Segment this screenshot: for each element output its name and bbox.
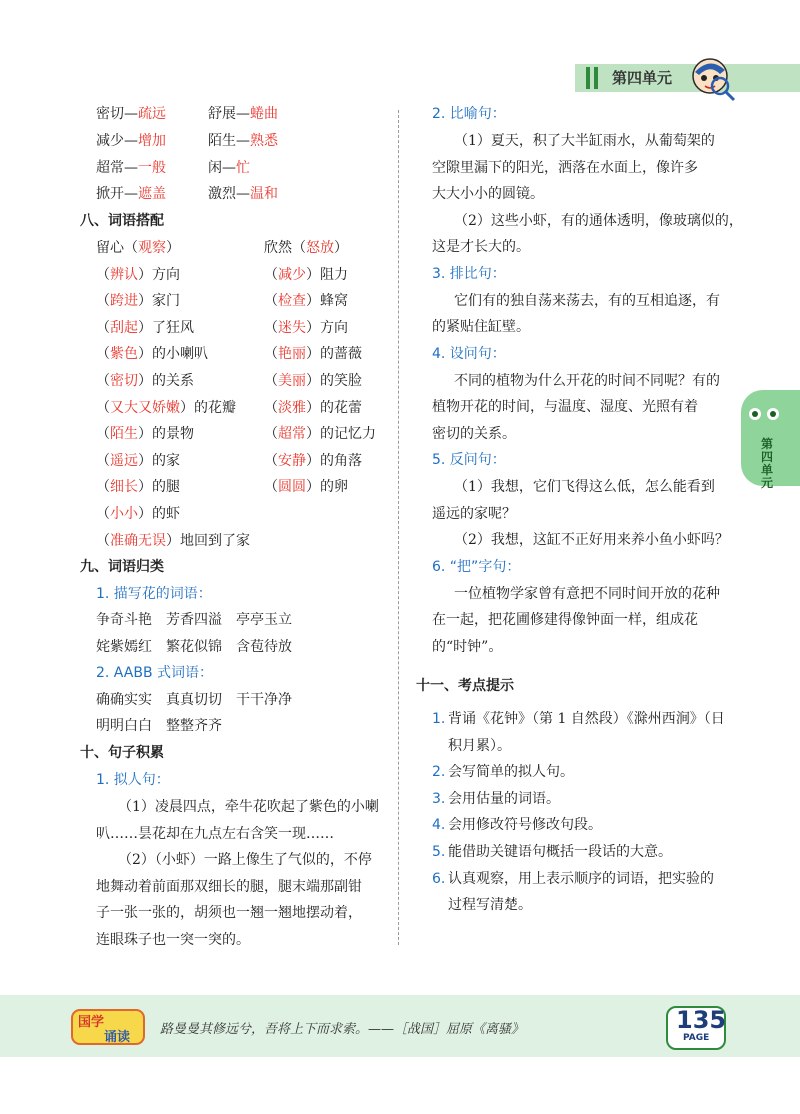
collocation-item: （检查）蜂窝	[264, 293, 348, 309]
collocation-item: （淡雅）的花蕾	[264, 400, 362, 416]
sentence-line: （1）我想，它们飞得这么低，怎么能看到	[454, 479, 715, 495]
exam-point: 1. 背诵《花钟》（第 1 自然段）《滁州西涧》（日	[432, 711, 725, 727]
sentence-line: 密切的关系。	[432, 426, 516, 442]
word-group: 确确实实 真真切切 干干净净	[96, 692, 292, 708]
collocation-item: （减少）阻力	[264, 267, 348, 283]
subheading: 5. 反问句：	[432, 452, 506, 468]
collocation-item: （紫色）的小喇叭	[96, 346, 208, 362]
sentence-line: 子一张一张的，胡须也一翘一翘地摆动着，	[96, 905, 362, 921]
antonym-pair: 陌生—熟悉	[208, 133, 278, 149]
frog-icon	[741, 394, 800, 434]
collocation-item: 留心（观察）	[96, 240, 180, 256]
sentence-line: 一位植物学家曾有意把不同时间开放的花种	[454, 586, 720, 602]
sentence-line: 的紧贴住缸壁。	[432, 319, 530, 335]
header-stripe	[586, 67, 590, 89]
word-group: 姹紫嫣红 繁花似锦 含苞待放	[96, 639, 292, 655]
sentence-line: 在一起，把花圃修建得像钟面一样，组成花	[432, 612, 698, 628]
sentence-line: 空隙里漏下的阳光，洒落在水面上，像许多	[432, 160, 698, 176]
footer-quote: 路曼曼其修远兮，吾将上下而求索。——［战国］屈原《离骚》	[160, 1022, 525, 1037]
collocation-item: （细长）的腿	[96, 479, 180, 495]
page-label: PAGE	[683, 1033, 710, 1043]
antonym-pair: 掀开—遮盖	[96, 186, 166, 202]
sentence-line: 连眼珠子也一突一突的。	[96, 932, 250, 948]
sentence-line: （2）这些小虾，有的通体透明，像玻璃似的，	[454, 213, 743, 229]
collocation-item: （圆圆）的卵	[264, 479, 348, 495]
section-heading: 九、词语归类	[80, 559, 164, 575]
sentence-line: 植物开花的时间，与温度、湿度、光照有着	[432, 399, 698, 415]
antonym-pair: 密切—疏远	[96, 106, 166, 122]
sentence-line: （1）夏天，积了大半缸雨水，从葡萄架的	[454, 133, 715, 149]
page-number: 135	[676, 1006, 727, 1034]
collocation-item: （密切）的关系	[96, 373, 194, 389]
subheading: 2. AABB 式词语：	[96, 665, 214, 681]
exam-point: 积月累）。	[448, 738, 511, 754]
side-tab-label: 第四单元	[760, 437, 773, 490]
collocation-item: （美丽）的笑脸	[264, 373, 362, 389]
sentence-line: （2）（小虾）一路上像生了气似的，不停	[118, 852, 372, 868]
collocation-item: （又大又娇嫩）的花瓣	[96, 400, 236, 416]
collocation-item: （刮起）了狂风	[96, 320, 194, 336]
sentence-line: 它们有的独自荡来荡去，有的互相追逐，有	[454, 293, 720, 309]
collocation-item: （超常）的记忆力	[264, 426, 376, 442]
exam-point: 3. 会用估量的词语。	[432, 791, 560, 807]
exam-point: 过程写清楚。	[448, 897, 532, 913]
antonym-pair: 减少—增加	[96, 133, 166, 149]
antonym-pair: 超常—一般	[96, 160, 166, 176]
collocation-item: （陌生）的景物	[96, 426, 194, 442]
badge-text: 国学	[78, 1015, 105, 1030]
collocation-item: 欣然（怒放）	[264, 240, 348, 256]
subheading: 1. 拟人句：	[96, 772, 170, 788]
collocation-item: （遥远）的家	[96, 453, 180, 469]
classics-reading-badge	[70, 1008, 146, 1046]
sentence-line: 的“时钟”。	[432, 639, 503, 655]
sentence-line: 遥远的家呢？	[432, 506, 516, 522]
column-divider	[398, 110, 399, 945]
antonym-pair: 闲—忙	[208, 160, 250, 176]
exam-point: 5. 能借助关键语句概括一段话的大意。	[432, 844, 672, 860]
collocation-item: （小小）的虾	[96, 506, 180, 522]
sentence-line: 叭……昙花却在九点左右含笑一现……	[96, 826, 334, 842]
subheading: 4. 设问句：	[432, 346, 506, 362]
sentence-line: 大大小小的圆镜。	[432, 186, 544, 202]
sentence-line: 不同的植物为什么开花的时间不同呢？有的	[454, 373, 720, 389]
word-group: 争奇斗艳 芳香四溢 亭亭玉立	[96, 612, 292, 628]
header-bar	[575, 64, 800, 92]
collocation-item: （跨进）家门	[96, 293, 180, 309]
word-group: 明明白白 整整齐齐	[96, 718, 222, 734]
sentence-line: 地舞动着前面那双细长的腿，腿末端那副钳	[96, 879, 362, 895]
sentence-line: （1）凌晨四点，牵牛花吹起了紫色的小喇	[118, 799, 379, 815]
section-heading: 八、词语搭配	[80, 213, 164, 229]
collocation-item: （准确无误）地回到了家	[96, 533, 250, 549]
exam-point: 2. 会写简单的拟人句。	[432, 764, 574, 780]
collocation-item: （艳丽）的蔷薇	[264, 346, 362, 362]
antonym-pair: 舒展—蜷曲	[208, 106, 278, 122]
header-stripe	[594, 67, 598, 89]
section-heading: 十、句子积累	[80, 745, 164, 761]
collocation-item: （安静）的角落	[264, 453, 362, 469]
exam-point: 4. 会用修改符号修改句段。	[432, 817, 602, 833]
sentence-line: （2）我想，这缸不正好用来养小鱼小虾吗？	[454, 532, 729, 548]
mascot-icon	[690, 56, 736, 102]
collocation-item: （辨认）方向	[96, 267, 180, 283]
badge-text: 诵读	[104, 1030, 131, 1045]
subheading: 1. 描写花的词语：	[96, 586, 212, 602]
antonym-pair: 激烈—温和	[208, 186, 278, 202]
exam-point: 6. 认真观察，用上表示顺序的词语，把实验的	[432, 871, 714, 887]
unit-title: 第四单元	[612, 69, 673, 87]
section-heading: 十一、考点提示	[416, 678, 514, 694]
collocation-item: （迷失）方向	[264, 320, 348, 336]
subheading: 3. 排比句：	[432, 266, 506, 282]
subheading: 2. 比喻句：	[432, 106, 506, 122]
subheading: 6. “把”字句：	[432, 559, 521, 575]
sentence-line: 这是才长大的。	[432, 239, 530, 255]
